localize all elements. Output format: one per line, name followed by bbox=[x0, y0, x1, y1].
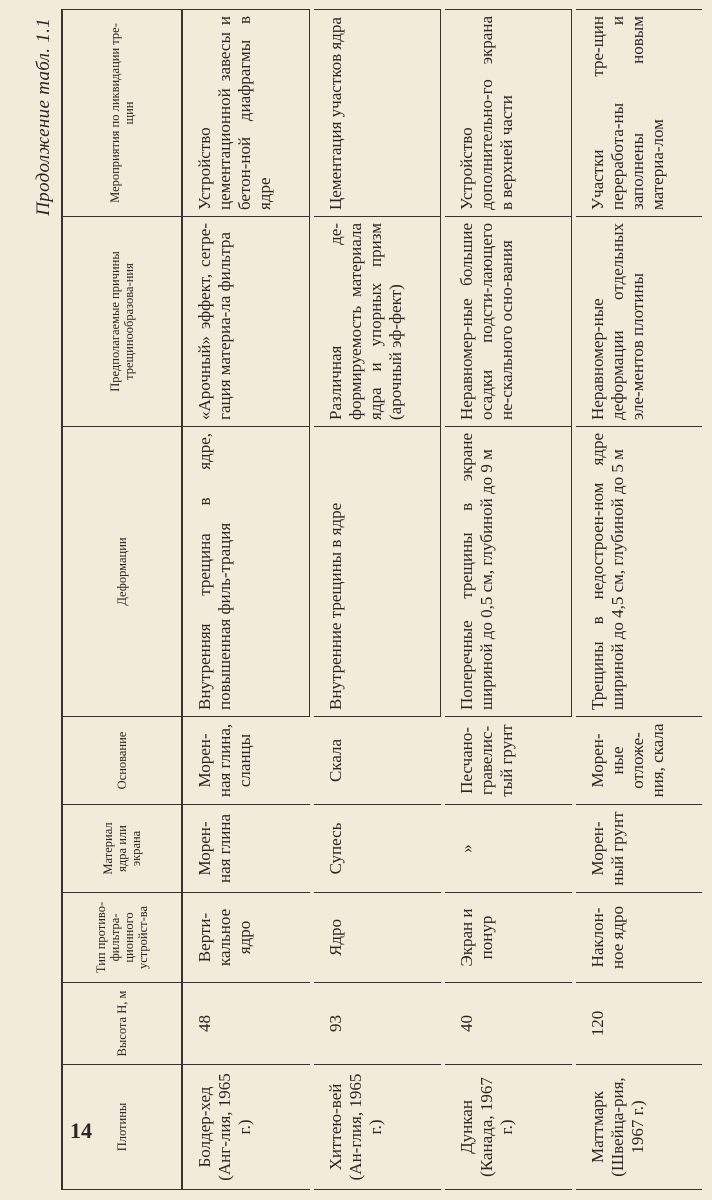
foundation: Скала bbox=[314, 717, 441, 805]
header-filter-type: Тип противо-фильтра-ционного устройст-ва bbox=[62, 893, 182, 983]
table-caption: Продолжение табл. 1.1 bbox=[33, 18, 54, 216]
filter-type: Ядро bbox=[314, 893, 441, 983]
core-material: Морен-ная глина bbox=[182, 805, 310, 893]
deformations: Внутренние трещины в ядре bbox=[314, 427, 441, 717]
dam-name: Маттмарк (Швейца-рия, 1967 г.) bbox=[576, 1065, 702, 1190]
header-deformations: Деформации bbox=[62, 427, 182, 717]
header-dams: Плотины bbox=[62, 1065, 182, 1190]
dam-height: 120 bbox=[576, 983, 702, 1065]
deformations: Трещины в недостроен-ном ядре шириной до 4,5 см, глубиной до 5 м bbox=[576, 427, 702, 717]
dam-height: 40 bbox=[445, 983, 572, 1065]
dam-name: Дункан (Канада, 1967 г.) bbox=[445, 1065, 572, 1190]
rotated-table-page bbox=[31, 10, 681, 1190]
dams-table bbox=[61, 9, 702, 1190]
header-height: Высота H, м bbox=[62, 983, 182, 1065]
foundation: Песчано-гравелис-тый грунт bbox=[445, 717, 572, 805]
header-causes: Предполагаемые причины трещинообразова-ния bbox=[62, 217, 182, 427]
header-row bbox=[62, 10, 182, 1190]
core-material: » bbox=[445, 805, 572, 893]
dam-height: 93 bbox=[314, 983, 441, 1065]
foundation: Морен-ная глина, сланцы bbox=[182, 717, 310, 805]
core-material: Морен-ный грунт bbox=[576, 805, 702, 893]
table-row bbox=[314, 10, 441, 1190]
measures: Участки тре-щин переработа-ны и заполнены новым материа-лом bbox=[576, 10, 702, 217]
causes: Неравномер-ные деформации отдельных эле-ментов плотины bbox=[576, 217, 702, 427]
core-material: Супесь bbox=[314, 805, 441, 893]
header-measures: Мероприятия по ликвидации тре-щин bbox=[62, 10, 182, 217]
measures: Цементация участков ядра bbox=[314, 10, 441, 217]
causes: Неравномер-ные большие осадки подсти-лающего не-скального осно-вания bbox=[445, 217, 572, 427]
table-row bbox=[445, 10, 572, 1190]
measures: Устройство цементационной завесы и бетон-ной диафрагмы в ядре bbox=[182, 10, 310, 217]
page-number: 14 bbox=[70, 1118, 92, 1143]
measures: Устройство дополнительно-го экрана в верхней части bbox=[445, 10, 572, 217]
header-foundation: Основание bbox=[62, 717, 182, 805]
foundation: Морен-ные отложе-ния, скала bbox=[576, 717, 702, 805]
dam-name: Хиттею-вей (Ан-глия, 1965 г.) bbox=[314, 1065, 441, 1190]
header-core-material: Материал ядра или экрана bbox=[62, 805, 182, 893]
causes: «Арочный» эффект, сегре-гация материа-ла фильтра bbox=[182, 217, 310, 427]
filter-type: Наклон-ное ядро bbox=[576, 893, 702, 983]
table-row bbox=[576, 10, 702, 1190]
filter-type: Экран и понур bbox=[445, 893, 572, 983]
table-row bbox=[182, 10, 310, 1190]
filter-type: Верти-кальное ядро bbox=[182, 893, 310, 983]
causes: Различная де-формируемость материала ядра и упорных призм (арочный эф-фект) bbox=[314, 217, 441, 427]
deformations: Поперечные трещины в экране шириной до 0,5 см, глубиной до 9 м bbox=[445, 427, 572, 717]
deformations: Внутренняя трещина в ядре, повышенная филь-трация bbox=[182, 427, 310, 717]
dam-name: Болдер-хед (Анг-лия, 1965 г.) bbox=[182, 1065, 310, 1190]
dam-height: 48 bbox=[182, 983, 310, 1065]
